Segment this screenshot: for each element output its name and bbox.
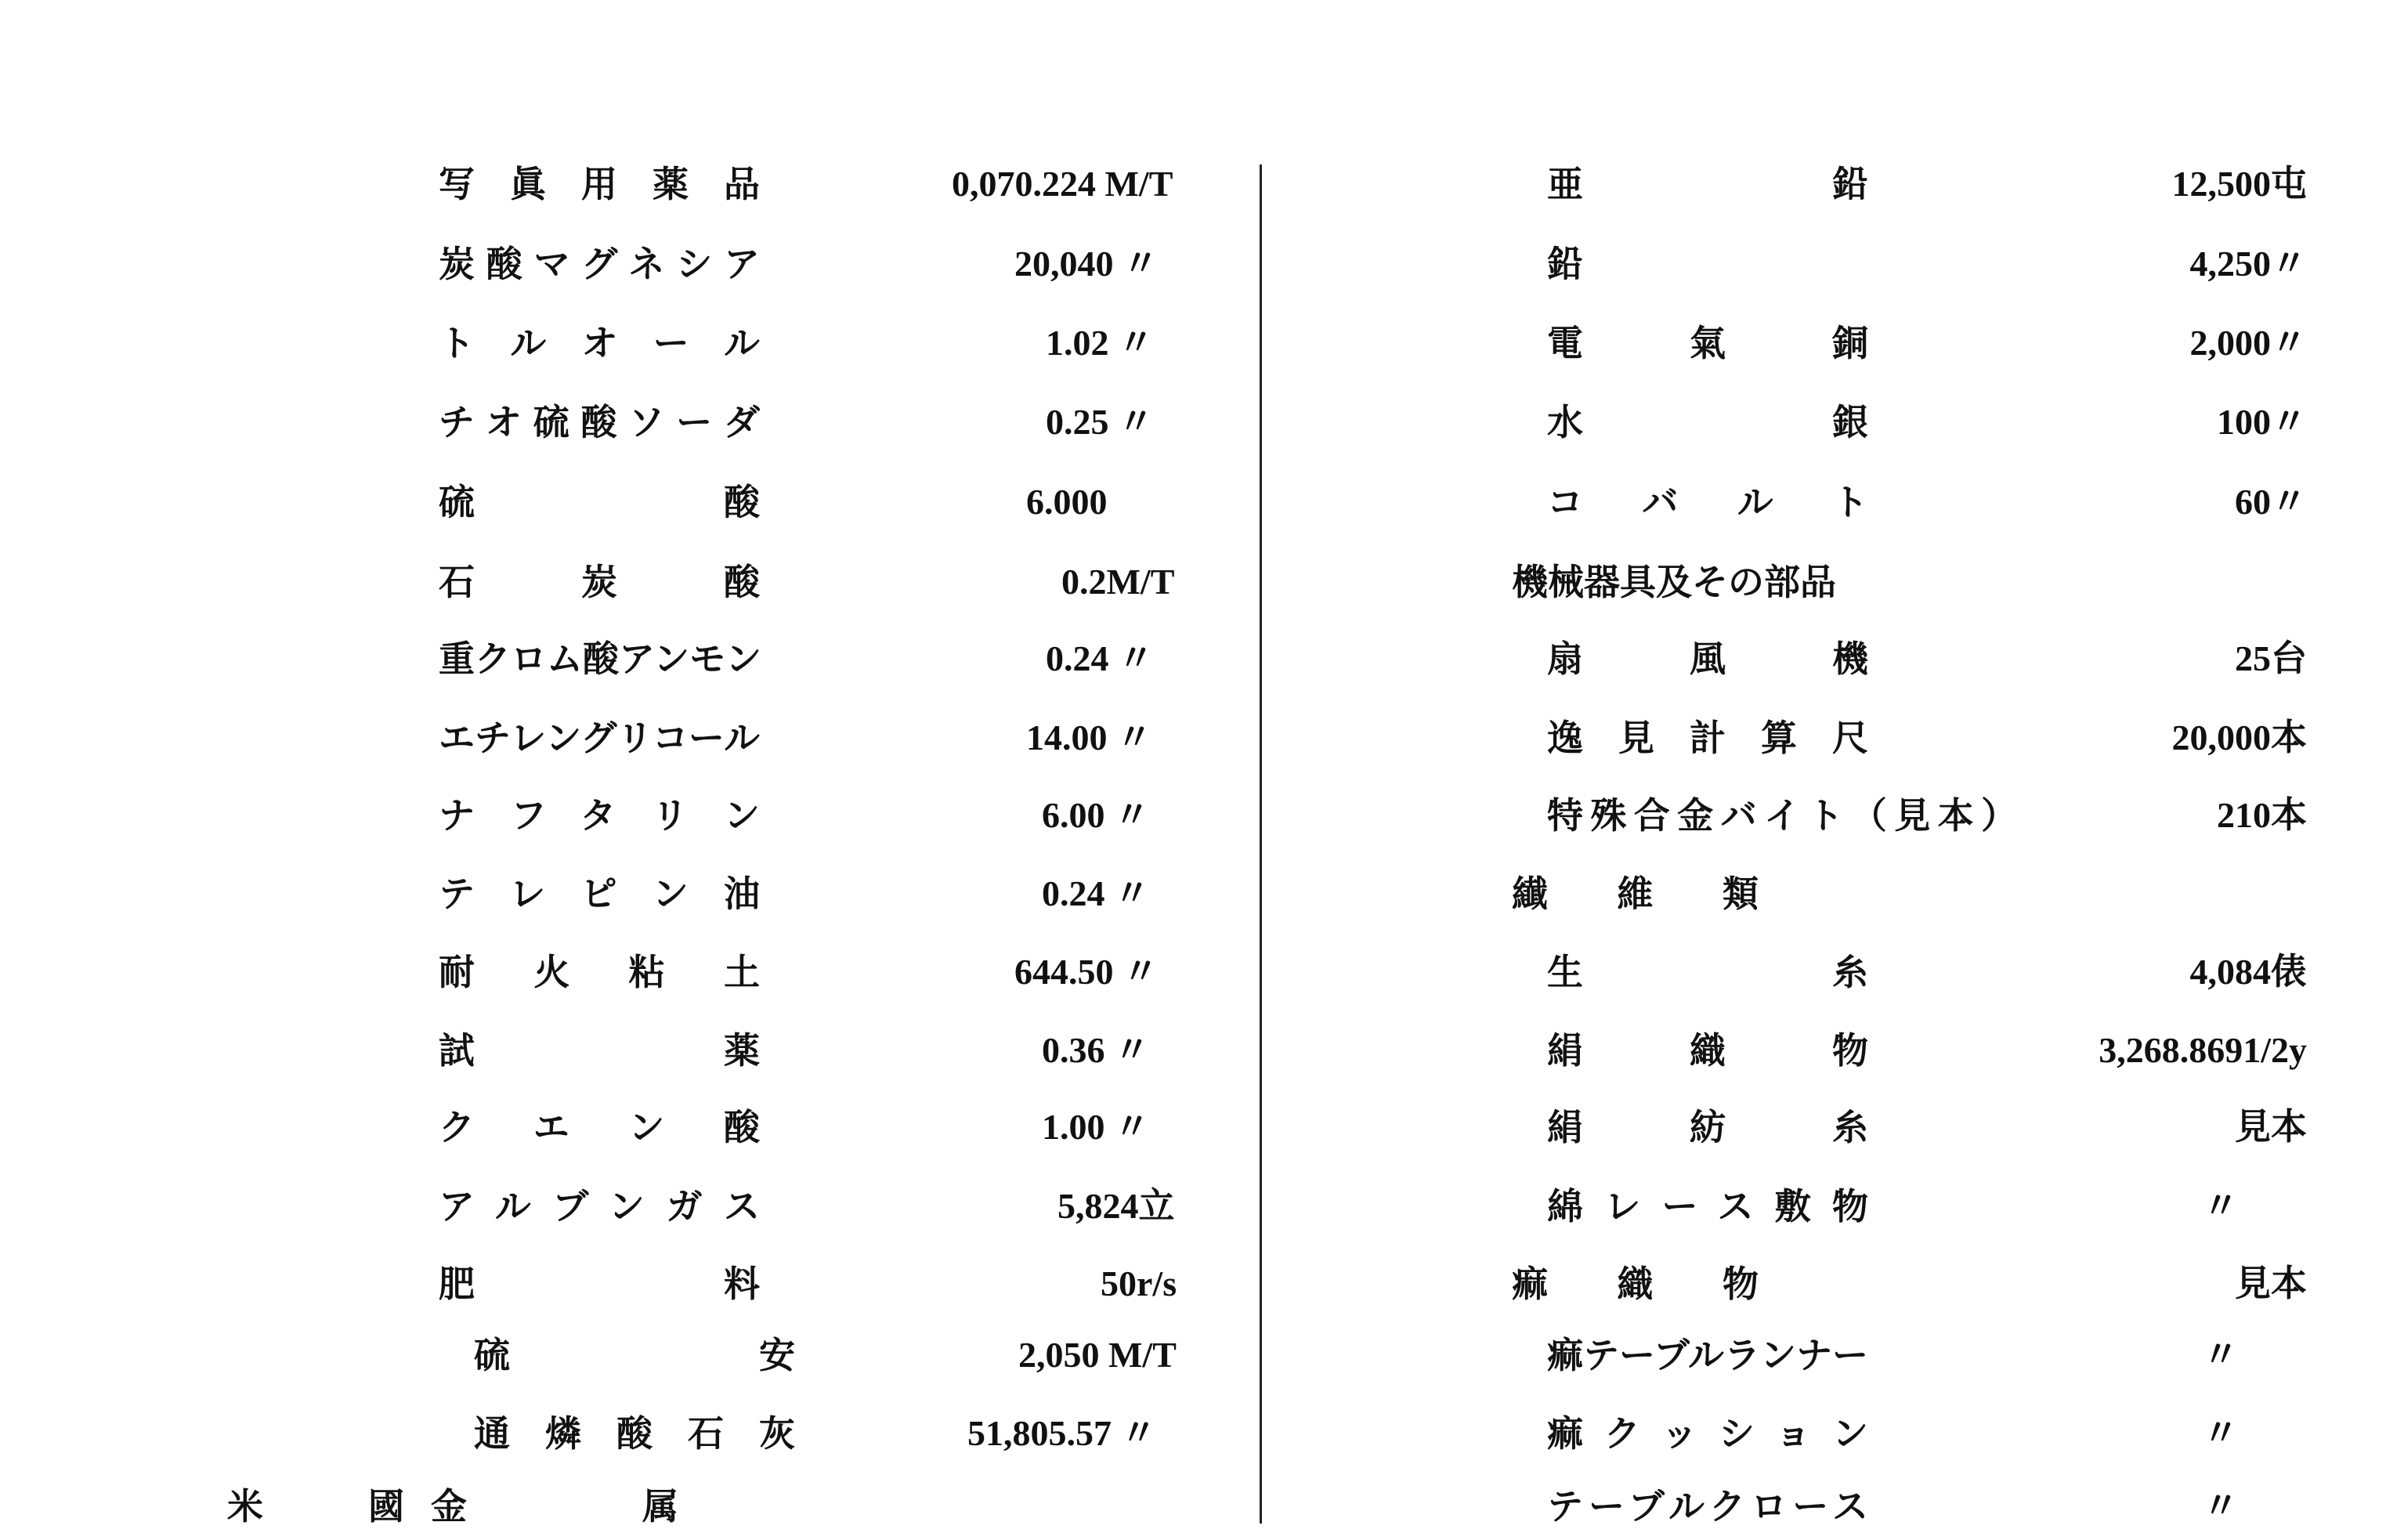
list-item: [1547, 945, 2315, 1000]
item-name: コバルト: [1547, 481, 1868, 523]
section-heading-char: 國: [368, 1485, 404, 1527]
list-item: [1547, 316, 2315, 371]
item-name: 逸見計算尺: [1547, 717, 1868, 759]
item-name: 硫安: [474, 1334, 795, 1376]
item-value: 12,500屯: [2171, 164, 2307, 204]
item-value: 14.00 〃: [1026, 718, 1152, 757]
list-item: [1547, 710, 2315, 765]
list-item: [1547, 475, 2315, 530]
column-divider: [1260, 164, 1262, 1524]
item-name: 痲テーブルランナー: [1547, 1334, 1868, 1376]
section-heading: [1512, 866, 2311, 921]
section-heading-char: 金: [431, 1485, 467, 1527]
list-item: [1547, 157, 2315, 211]
list-item: [1547, 788, 2315, 843]
item-name: 扇風機: [1547, 638, 1868, 680]
item-value: 6.00 〃: [1042, 795, 1150, 835]
list-item: [1547, 1479, 2315, 1534]
list-item: [1547, 1328, 2315, 1383]
item-name: 炭酸マグネシア: [439, 243, 760, 285]
item-name: アルブンガス: [439, 1185, 760, 1227]
item-name: テーブルクロース: [1547, 1485, 1868, 1527]
item-value: 〃: [2203, 1413, 2239, 1453]
item-name: 耐火粘土: [439, 951, 760, 993]
item-value: 1.00 〃: [1042, 1107, 1150, 1147]
item-name: 石炭酸: [439, 561, 760, 603]
item-name: クエン酸: [439, 1106, 760, 1148]
list-item: [439, 395, 1222, 450]
section-heading-char: 米: [227, 1485, 263, 1527]
item-name: 痲織物: [1512, 1263, 1759, 1305]
item-name: チオ硫酸ソーダ: [439, 401, 760, 443]
item-name: 綿レース敷物: [1547, 1185, 1868, 1227]
list-item: [439, 1179, 1222, 1234]
item-value: 〃: [2203, 1335, 2239, 1375]
item-value: 2,000〃: [2189, 323, 2307, 363]
item-value: 1.02 〃: [1046, 323, 1154, 363]
item-value: 0.2M/T: [1061, 562, 1175, 602]
item-name: 通燐酸石灰: [474, 1412, 795, 1455]
item-name: エチレングリコール: [439, 717, 760, 759]
item-value: 6.000: [1026, 482, 1108, 522]
item-name: 絹紡糸: [1547, 1106, 1868, 1148]
item-value: 3,268.8691/2y: [2099, 1030, 2307, 1070]
list-item: [439, 237, 1222, 291]
item-value: 5,824立: [1057, 1186, 1175, 1226]
item-value: 〃: [2203, 1186, 2239, 1226]
item-name: 写眞用薬品: [439, 163, 760, 205]
item-value: 60〃: [2235, 482, 2307, 522]
item-value: 0,070.224 M/T: [952, 164, 1173, 204]
item-name: 痲クッション: [1547, 1412, 1868, 1455]
item-name: 水銀: [1547, 401, 1868, 443]
list-item-sub: [474, 1406, 1226, 1461]
item-name: 絹織物: [1547, 1029, 1868, 1072]
item-name: 硫酸: [439, 481, 760, 523]
list-item: [439, 866, 1222, 921]
list-item: [1547, 1023, 2315, 1078]
item-value: 210本: [2217, 795, 2307, 835]
list-item: [439, 710, 1222, 765]
item-name: 電氣銅: [1547, 322, 1868, 364]
list-item: [439, 157, 1222, 211]
item-value: 見本: [2235, 1263, 2307, 1303]
list-item: [439, 945, 1222, 1000]
item-value: 4,084俵: [2189, 952, 2307, 992]
item-value: 2,050 M/T: [1018, 1335, 1177, 1375]
item-value: 0.25 〃: [1046, 402, 1154, 442]
item-name: 重クロム酸アンモン: [439, 638, 762, 680]
item-name: テレピン油: [439, 873, 760, 915]
list-item: [439, 631, 1222, 686]
list-item: [1547, 1100, 2315, 1155]
item-name: 鉛: [1547, 243, 1583, 285]
list-item: [1547, 1179, 2315, 1234]
item-value: 0.24 〃: [1042, 873, 1150, 913]
list-item: [439, 475, 1222, 530]
list-item: [439, 1100, 1222, 1155]
list-item: [439, 1023, 1222, 1078]
item-name: 肥料: [439, 1263, 760, 1305]
list-item: [1547, 631, 2315, 686]
item-value: 50r/s: [1101, 1263, 1177, 1303]
list-item: [1547, 395, 2315, 450]
item-value: 見本: [2235, 1107, 2307, 1147]
item-value: 20,040 〃: [1014, 244, 1159, 284]
item-name: 特殊合金バイト（見本）: [1547, 794, 2017, 837]
item-value: 4,250〃: [2189, 244, 2307, 284]
list-item: [439, 1256, 1222, 1311]
item-name: 生糸: [1547, 951, 1868, 993]
item-value: 0.36 〃: [1042, 1030, 1150, 1070]
item-name: ナフタリン: [439, 794, 760, 837]
list-item: [439, 316, 1222, 371]
item-name: 機械器具及その部品: [1512, 561, 1836, 603]
list-item: [1547, 237, 2315, 291]
item-name: トルオール: [439, 322, 760, 364]
list-item: [439, 555, 1222, 609]
item-value: 25台: [2235, 638, 2307, 678]
item-value: 51,805.57 〃: [967, 1413, 1157, 1453]
section-heading-char: 属: [642, 1485, 678, 1527]
item-value: 20,000本: [2171, 718, 2307, 757]
item-value: 0.24 〃: [1046, 638, 1154, 678]
list-item: [439, 788, 1222, 843]
item-value: 100〃: [2217, 402, 2307, 442]
section-heading: [1512, 1256, 2311, 1311]
item-value: 〃: [2203, 1486, 2239, 1526]
item-name: 亜鉛: [1547, 163, 1868, 205]
section-heading: [1512, 555, 2311, 609]
item-name: 纎維類: [1512, 873, 1759, 915]
item-value: 644.50 〃: [1014, 952, 1159, 992]
list-item-sub: [474, 1328, 1226, 1383]
item-name: 試薬: [439, 1029, 760, 1072]
list-item: [1547, 1406, 2315, 1461]
